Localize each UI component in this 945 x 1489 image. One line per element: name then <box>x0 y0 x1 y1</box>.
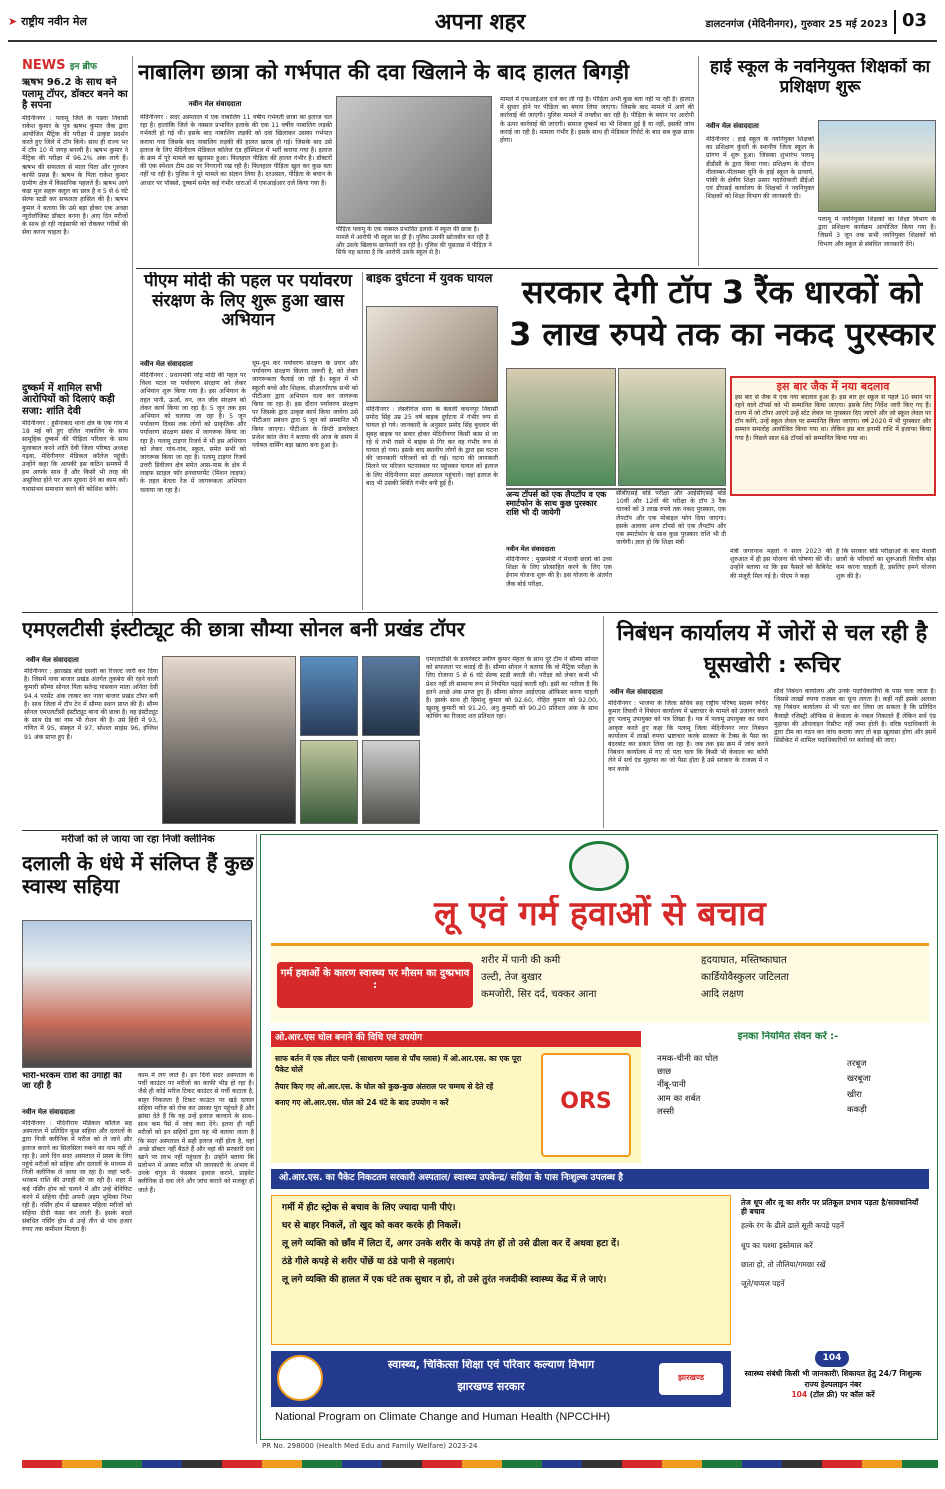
registry-body-1: मेदिनीनगर : भाजपा के जिला सचिव सह राष्ट्रीय परिषद सदस्य रूचिर कुमार तिवारी ने निबंधन कार्यालय में भ्रष्टाचार के मामले को उजागर करते हुए पलामू उपायुक्त को पत्र लिखा है। पत्र में पलामू उपायुक्त का ध्यान आकृष्ट करते हुए कहा कि पलामू जिला मेदिनीनगर नगर निबंधन कार्यालय में लाखों रुपया भ्रष्टाचार करके सरकार के टैक्स के पैसा का बंदरबांट कर डकार लिया जा रहा है। जब तक इस क्रम में जांच करने निबंधन कार्यालय में गए तो पता चला कि किसी भी केवाला का कॉपी लेने में सर्च एंड मुहाफा का जो पैसा होता है उसे सरकार के राजस्व में न कर करके <box>608 700 768 773</box>
helpline-suffix: (टॉल फ्री) पर कॉल करें <box>809 1390 875 1399</box>
soumya-body-1: मेदिनीनगर : झारखंड बोर्ड दसवीं का रिजल्ट जारी कर दिया है। जिसमें नावा बाजार प्रखंड अंतर्गत तुकबेरा की रहने वाली कुमारी सौम्या सोनल पिता सतेन्द्र पासवान माता अनिता देवी 94.4 परसेंट अंक लाकर कर नावा बाजार प्रखंड टॉपर बनी है। साथ जिला में टॉप टेन में सौम्या स्थान प्राप्त की है। सौम्य सोनल एमएलटीसी इंस्टीट्यूट बाना की छात्रा है। वह इंस्टीट्यूट के साथ ग्रेड का नाम भी रोशन की है। उसे हिंदी में 93, गणित में 95, संस्कृत में 97, सोशल साइंस 96, इंग्लिश 91 अंक प्राप्त हुए हैं। <box>24 668 158 741</box>
news-brief <box>22 58 128 608</box>
heatwave-ad <box>260 834 938 1440</box>
accident-headline: बाइक दुर्घटना में युवक घायल <box>366 272 493 285</box>
intake-item: ककड़ी <box>847 1104 867 1115</box>
brief-headline-1: ऋषभ 96.2 के साथ बने पलामू टॉपर, डॉक्टर बनने का है सपना <box>22 77 128 111</box>
helpline-box <box>737 1351 929 1407</box>
registry-headline: निबंधन कार्यालय में जोरों से चल रही है घूसखोरी : रूचिर <box>616 621 928 678</box>
brief-headline-2: दुष्कर्म में शामिल सभी आरोपियों को दिलाएं कड़ी सजा: शांति देवी <box>22 382 115 417</box>
jharkhand-emblem-icon <box>569 841 629 891</box>
section-rule <box>22 612 938 613</box>
clinic-subheadline: भारी-भरकम राशि की उगाही की जा रही है <box>22 1072 122 1091</box>
ad-program: National Program on Climate Change and Human Health (NPCCHH) <box>275 1411 611 1423</box>
intake-item: नींबू-पानी <box>657 1080 686 1091</box>
soumya-body-2: एमएलटीसी के डायरेक्टर प्रवीण कुमार मेहता के साथ पूरे टीम ने सौम्या सोनल को सफलता पर बधाई दी है। सौम्या सोनल ने बताया कि वो मैट्रिक परीक्षा के लिए रोजाना 5 से 6 घंटे सेल्फ स्टडी करती थी। परीक्षा को लेकर कभी भी प्रेशर नहीं ली सामान्य रूप से नियमित पढ़ाई करती रही। इसी का नतीजा है कि इतने अच्छे अंक प्राप्त हुए हैं। सौम्या सोनल आईएएस ऑफिसर बनना चाहती है। इसके साथ ही हिमांशु कुमार को 92.60, रोहित कुमार को 92.00, खुशबू कुमारी को 91.20, अनु कुमारी को 90.20 प्रतिशत अंक के साथ कोचिंग का रिजल्ट शत प्रतिशत रहा। <box>426 656 598 721</box>
modi-body-1: मेदिनीनगर : प्रधानमंत्री नरेंद्र मोदी की पहल पर विश्व पटल पर पर्यावरण संरक्षण को लेकर अभियान शुरू किया गया है। इस अभियान के तहत पानी, ऊर्जा, वन, जन जीव संरक्षण को लेकर कार्य किया जा रहा है। 5 जून तक इस अभियान को चलाया जा रहा है। 5 जून पर्यावरण दिवस तक लोगों को प्राकृतिक और पर्यावरण संरक्षण संबंध में जागरूक किया जा रहा है। पलामू टाइगर रिजर्व में भी इस अभियान को लेकर गांव-गांव, स्कूल, समेत सभी को जागरूक किया जा रहा है। पलामू टाइगर रिजर्व उत्तरी डिवीजन क्षेत्र समेत आस-पास के क्षेत्र में लाइफ स्टाइल फॉर इनवायरमेंट (मिशन लाइफ) के तहत बेतला रेंज में जागरूकता अभियान चलाया जा रहा है। <box>140 372 246 494</box>
effect-item: कार्डियोवैस्कुलर जटिलता <box>701 972 789 983</box>
reward-byline: नवीन मेल संवाददाता <box>506 545 555 553</box>
ors-steps <box>275 1053 527 1159</box>
lead-body-2: मामले में एफआईआर दर्ज कर ली गई है। पीड़िता अभी कुछ बता नहीं पा रही है। हालात में सुधार होने पर पीड़िता का बयान लिया जाएगा। जिसके बाद मामले में आगे की कार्रवाई की जाएगी। पुलिस मामले में तफ्तीश कर रही है। पीड़िता के बयान पर आरोपी के ऊपर कार्रवाई की जाएगी। समाज दुष्कर्म का भी शिकार हुई है या नहीं, इसकी जांच कराई जा रही है। मामला गंभीर है। इसके साथ ही मेडिकल रिपोर्ट के बाद सब कुछ साफ होगा। <box>500 96 694 144</box>
brand-badge: झारखण्ड <box>659 1363 723 1395</box>
training-story <box>702 56 938 266</box>
ors-box <box>271 1031 641 1163</box>
registry-body-2: सीधे निबंधन कार्यालय और उनके पदाधिकारियों के पास चला जाता है। जिससे लाखों रुपया राजस्व का चूना लगता है। कहीं नहीं इसके अलावा यह निबंधन कार्यालय से भी पता कर लिया जा सकता है कि प्रतिदिन कैवाड़ी रजिस्ट्री ऑफिस से केवाला के नकल निकलते हैं लेकिन सर्च एंड मुहाफा की ऑनलाइन रिसीप्ट नहीं जमा होती है। वरिष्ठ पदाधिकारी के द्वारा टीम का गठन कर जांच कराया जाए तो बड़ा खुलासा होगा और इसमें सिंडीकेट में शामिल पदाधिकारियों पर कार्रवाई की जाए। <box>774 688 936 745</box>
sun-tip: छाता हो, तो तौलिया/गमछा रखें <box>741 1259 826 1269</box>
training-photo <box>818 120 936 212</box>
ad-effects-label: गर्म हवाओं के कारण स्वास्थ्य पर मौसम का दुष्प्रभाव : <box>277 962 473 1008</box>
helpline-number: 104 <box>791 1390 808 1399</box>
modi-story <box>136 272 360 610</box>
ors-notice: ओ.आर.एस. का पैकेट निकटतम सरकारी अस्पताल/ स्वास्थ्य उपकेन्द्र/ सहिया के पास निःशुल्क उपलब्ध है <box>271 1169 929 1189</box>
accident-story <box>366 272 502 610</box>
sun-tip: हल्के रंग के ढीले ढाले सूती कपड़े पहनें <box>741 1221 845 1231</box>
training-body-2: पलामू में नवनियुक्त शिक्षकों का शिक्षा विभाग के द्वारा प्रशिक्षण कार्यक्रम आयोजित किया गया है। जिसमें 3 जून तक सभी नवनियुक्त शिक्षकों को विभाग और स्कूल से संबंधित जानकारी देंगे। <box>818 216 936 248</box>
column-divider <box>603 616 604 828</box>
training-headline: हाई स्कूल के नवनियुक्त शिक्षकों का प्रशिक्षण शुरू <box>709 58 931 97</box>
reward-body-2: सीबीएसई बोर्ड परीक्षा और आईसीएसई बोर्ड 10वीं और 12वीं की परीक्षा के टॉप 3 रैंक धारकों को 3 लाख रुपये तक नकद पुरस्कार, एक लैपटॉप और एक मोबाइल फोन दिया जाएगा। इसके अलावा अन्य टॉपर्स को एक लैपटॉप और एक स्मार्टफोन के साथ कुछ पुरस्कार राशि भी दी जायेगी। ज्ञात हो कि शिक्षा मंत्री <box>616 490 726 547</box>
clinic-body-1: मेदिनीनगर : मेदिनीराय मेडिकल कॉलेज सह अस्पताल में प्रतिदिन कुछ सहिया और दलालों के द्वारा निजी क्लीनिक में मरीज को ले जाने और इलाज कराने का सिलसिला रुकने का नाम नहीं ले रहा है। आये दिन सदर अस्पताल में प्रसव के लिए पहुंचे मरीजों को सहिया और दलालों के माध्यम से निजी क्लीनिक ले जाया जा रहा है। जहां भारी-भरकम राशि की उगाही की जा रही है। शहर में कई नर्सिंग होम को चलाने में और उन्हें बेनिफिट करने में सहिया दीदी अपनी अहम भूमिका निभा रही हैं। नर्सिंग होम में खासकर महिला मरीजों को सहिया दीदी फंसा कर लाती हैं। इसके बदले संबंधित नर्सिंग होम से उन्हें तीन से पांच हजार रुपए तक कमीशन मिलता है। <box>22 1120 132 1234</box>
jac-box <box>730 376 936 496</box>
intake-item: तरबूज <box>847 1059 867 1069</box>
section-rule <box>136 268 938 269</box>
dept-band <box>271 1351 731 1407</box>
ad-effects-col1 <box>481 952 691 1022</box>
training-body-1: मेदिनीनगर : हाई स्कूल के नवनियुक्त शिक्षकों का प्रशिक्षण कुंदरी के स्थानीय जिला स्कूल के प्रांगण में शुरू हुआ। जिसका शुभारंभ पलामू डीडीसी के द्वारा किया गया। प्रशिक्षण के दौरान नीलाम्बर-पीताम्बर यूनि के हाई स्कूल के प्राचार्य, पांकी के क्षेत्रीय शिक्षा प्रसार पदाधिकारी डीईओ एवं डीएसई कार्यालय के शिक्षकों ने नवनियुक्त शिक्षकों को शिक्षा विभाग की जानकारी दी। <box>706 136 814 201</box>
accident-body: मेदिनीनगर : लेस्लीगंज थाना के केवली कचनपुर निवासी प्रमोद सिंह उम्र 25 वर्ष बाइक दुर्घटना में गंभीर रूप से घायल हो गये। जानकारी के अनुसार प्रमोद सिंह बुधवार की सुबह बाइक पर सवार होकर मेदिनीनगर किसी काम से जा रहे थे तभी रास्ते में बाइक से गिर कर वह गंभीर रूप से घायल हो गया। इसके बाद स्थानीय लोगों के द्वारा इस घटना की जानकारी परिजनों को दी गई। घटना की जानकारी मिलने पर परिजन घटनास्थल पर पहुंचकर घायल को इलाज के लिए मेदिनीनगर सदर अस्पताल पहुंचाये। जहां इलाज के बाद भी उसकी स्थिति गंभीर बनी हुई है। <box>366 406 498 487</box>
reward-photo-1 <box>506 368 616 486</box>
helpline-line <box>737 1390 929 1401</box>
tip-item: लू लगे व्यक्ति की हालत में एक घंटे तक सुधार न हो, तो उसे तुरंत नजदीकी स्वास्थ्य केंद्र में ले जाएं। <box>282 1275 607 1286</box>
ors-step: साफ बर्तन में एक लीटर पानी (साधारण ग्लास से पाँच ग्लास) में ओ.आर.एस. का एक पूरा पैकेट घोलें <box>275 1054 522 1075</box>
news-brief-tag: NEWS इन ब्रीफ <box>22 58 97 73</box>
effect-item: आदि लक्षण <box>701 989 744 1000</box>
clinic-story <box>22 834 254 1444</box>
intake-col2 <box>847 1057 927 1159</box>
ors-step: बनाए गए ओ.आर.एस. घोल को 24 घंटे के बाद उपयोग न करें <box>275 1097 449 1107</box>
ad-effects-col2 <box>701 952 921 1022</box>
ad-effects-band <box>271 943 929 1023</box>
sun-tip: जूते/चप्पल पहनें <box>741 1279 785 1288</box>
masthead-rule <box>8 40 937 42</box>
soumya-story <box>22 616 600 828</box>
reward-subheadline: अन्य टॉपर्स को एक लैपटॉप व एक स्मार्टफोन के साथ कुछ पुरस्कार राशि भी दी जायेगी <box>506 490 607 518</box>
effect-item: कमजोरी, सिर दर्द, चक्कर आना <box>481 989 597 1000</box>
effect-item: शरीर में पानी की कमी <box>481 955 561 966</box>
soumya-headline: एमएलटीसी इंस्टीट्यूट की छात्रा सौम्या सोनल बनी प्रखंड टॉपर <box>22 618 465 641</box>
dept-name: स्वास्थ्य, चिकित्सा शिक्षा एवं परिवार कल्याण विभाग <box>387 1359 595 1371</box>
column-divider <box>698 56 699 266</box>
intake-title: इनका नियमित सेवन करें :- <box>737 1031 839 1042</box>
pr-number: PR No. 298000 (Health Med Edu and Family Welfare) 2023-24 <box>262 1442 478 1450</box>
brand-logo <box>8 14 118 34</box>
reward-body-1: मेदिनीनगर : मुख्यमंत्री ने मेधावी छात्रों को उच्च शिक्षा के लिए प्रोत्साहित करने के लिए एक ईनाम योजना शुरू की है। इस योजना के अंतर्गत जैक बोर्ड परीक्षा, <box>506 556 612 588</box>
accident-photo <box>366 306 498 402</box>
masthead <box>0 0 945 44</box>
reward-photo-2 <box>618 368 726 486</box>
reward-story <box>506 272 938 610</box>
intake-box <box>647 1031 929 1163</box>
clinic-byline: नवीन मेल संवाददाता <box>22 1108 75 1116</box>
clinic-photo <box>22 920 252 1068</box>
clinic-headline: दलाली के धंधे में संलिप्त हैं कुछ स्वास्थ सहिया <box>22 852 254 898</box>
helpline-phone-icon: 104 <box>815 1351 849 1367</box>
tip-item: गर्मी में हीट स्ट्रोक से बचाव के लिए ज्यादा पानी पीएं। <box>282 1203 456 1213</box>
column-divider <box>256 834 257 1444</box>
registry-byline: नवीन मेल संवाददाता <box>610 688 663 696</box>
reward-body-3: मंत्री जगरनाथ महतो ने साल 2023 की शुरुआत में ही इस योजना की घोषणा की थी। उन्होंने बताया था कि इस फैसले को कैबिनेट की मंजूरी मिल गई है। पीएम ने कहा <box>730 548 832 580</box>
topper-photo-2 <box>362 656 420 736</box>
section-title: अपना शहर <box>434 10 526 35</box>
topper-photo-1 <box>300 656 358 736</box>
sun-tip: धूप का चश्मा इस्तेमाल करें <box>741 1240 813 1250</box>
nhm-logo-icon <box>277 1355 323 1401</box>
intake-item: खरबूजा <box>847 1074 871 1085</box>
page-number: 03 <box>894 10 934 34</box>
clinic-body-2: काम में लग जाते हैं। इन दिनों सदर अस्पताल के पर्ची काउंटर पर मरीजों का काफी भीड़ हो रहा है। जैसे ही कोई मरीज टिकट काउंटर से पर्ची कटाता है, बाहर निकलता है टिकट काउंटर पर खड़े दलाल सहिया मरीज को रोक कर उसका पूरा पहुंचते हैं और झांसा देते हैं कि वह उन्हें इलाज करवाने के साथ-साथ कम पैसे में जांच करा देंगे। इतना ही नहीं मरीजों को इन सहियों द्वारा यह भी बताया जाता है कि सदर अस्पताल में सही इलाज नहीं होता है, वहां अच्छे डॉक्टर नहीं बैठते हैं और वहां की सरकारी दवा खाने पर लाभ नहीं पहुंचता है। उन्होंने बताया कि प्रलोभन में आकर मरीज भी जानकारी के अभाव में उनके चंगुल में फंसकर इलाज कराने, प्राइवेट क्लीनिक से दवा लेने और जांच कराने को मजबूर हो जाते हैं। <box>138 1072 254 1194</box>
ad-headline: लू एवं गर्म हवाओं से बचाव <box>434 895 766 934</box>
intake-item: लस्सी <box>657 1106 675 1117</box>
lead-photo <box>336 96 492 224</box>
reward-headline: सरकार देगी टॉप 3 रैंक धारकों को 3 लाख रुपये तक का नकद पुरस्कार <box>509 273 935 353</box>
clinic-kicker: मरीजों को ले जाया जा रहा निजी क्लीनिक <box>61 834 215 845</box>
intake-item: नमक-चीनी का घोल <box>657 1054 719 1064</box>
footer-color-bar <box>22 1460 938 1468</box>
section-rule <box>22 830 938 831</box>
column-divider <box>132 56 133 616</box>
lead-headline: नाबालिग छात्रा को गर्भपात की दवा खिलाने के बाद हालत बिगड़ी <box>138 60 630 84</box>
tips-box <box>271 1195 731 1345</box>
intake-item: खीरा <box>847 1089 862 1100</box>
modi-body-2: धूम-धूम कर पर्यावरण संरक्षण के प्रचार और पर्यावरण संरक्षण कितना जरूरी है, को लेकर जागरूकता फैलाई जा रही है। स्कूल में भी स्कूली बच्चे और शिक्षक, सीआरपीएफ सभी को पीटीआर द्वारा अभियान चला कर जागरूक किया जा रहा है। इस दौरान पर्यावरण संरक्षण पर जिसके द्वारा उत्कृष्ट कार्य किया जायेगा उसे पीटीआर प्रबंधन द्वारा 5 जून को सम्मानित भी किया जाएगा। पीटीआर के डिप्टी डायरेक्टर प्रजेश कांत जेना ने बताया की आज के समय में ग्लोबल वार्मिंग बड़ा खतरा बना हुआ है। <box>252 360 358 449</box>
jac-box-title: इस बार जैक में नया बदलाव <box>776 380 890 393</box>
jac-box-body: इस बार से जैक में एक नया बदलाव हुआ है। इस बार हर स्कूल से पहले 10 स्थान पर रहने वाले टॉपर्स को भी सम्मानित किया जाएगा। इसके लिए निर्देश जारी किए गए हैं। राज्य में जो टॉपर आएंगे उन्हें स्टेट लेवल पर पुरस्कार दिए जाएंगे और जो स्कूल लेवल पर टॉप करेंगे, उन्हें स्कूल लेवल पर सम्मानित किया जाएगा। वर्ष 2020 में भी पुरस्कार और सम्मान समारोह आयोजित किया गया था। लेकिन इस बार इनामी राशि में इजाफा किया गया है। पिछले साल 68 टॉपर्स को सम्मानित किया गया था। <box>735 393 931 442</box>
lead-story <box>136 56 696 266</box>
bird-icon: ➤ <box>8 15 18 28</box>
ors-packet-label: ORS <box>560 1089 612 1114</box>
ors-step: तैयार किए गए ओ.आर.एस. के घोल को कुछ-कुछ अंतराल पर चम्मच से देते रहें <box>275 1081 494 1091</box>
modi-byline: नवीन मेल संवाददाता <box>140 360 193 368</box>
brief-body-1: मेदिनीनगर : पलामू जिले के पड़वा निवासी राकेश कुमार के पुत्र ऋषभ कुमार जैक द्वारा आयोजित मैट्रिक की परीक्षा में उत्कृष्ट प्रदर्शन करते हुए जिले में टॉप किये। साथ ही राज्य भर में टॉप 10 में जगह बनायी है। ऋषभ कुमार ने मैट्रिक की परीक्षा में 96.2% अंक लाये हैं। ऋषभ की सफलता से माता पिता और गुरुजन काफी प्रसन्न हैं। ऋषभ के पिता राकेश कुमार ग्रामीण क्षेत्र में किसानिक पहलते हैं। ऋषभ आगे कड़ा मूल सहरू क्लूल का छात्र है व 5 से 6 घंटे सेल्फ स्टडी कर सफलता हासिल की है। ऋषभ कुमार ने बताया कि उसे बड़ा होकर एक अच्छा न्यूरोलॉजिस्ट डॉक्टर बनना है। आए दिन मरीजों के साथ हो रही नाइंसाफी को रोककर गरीबों की सेवा करना चाहता है। <box>22 114 128 237</box>
modi-headline: पीएम मोदी की पहल पर पर्यावरण संरक्षण के लिए शुरू हुआ खास अभियान <box>143 272 353 331</box>
lead-caption: पीड़िता पलामू के एक नक्सल प्रभावित इलाके में स्कूल की छात्रा है। मामले में आरोपी भी स्कूल का ही है। पुलिस उसकी खोजबीन कर रही है और उसके खिलाफ छापेमारी कर रही है। पुलिस की पूछताछ में पीड़िता ने सिर्फ यह बताया है कि आरोपी उसके स्कूल से है। <box>336 226 492 257</box>
effect-item: उल्टी, तेज बुखार <box>481 972 542 983</box>
brand-name: राष्ट्रीय नवीन मेल <box>21 15 87 28</box>
tip-item: ठंडे गीले कपड़े से शरीर पोंछें या ठंडे पानी से नहलाएं। <box>282 1257 455 1268</box>
column-divider <box>362 272 363 610</box>
intake-item: छाछ <box>657 1067 672 1078</box>
tip-item: घर से बाहर निकलें, तो खुद को कवर करके ही निकलें। <box>282 1221 461 1232</box>
helpline-text: स्वास्थ्य संबंधी किसी भी जानकारी\ शिकायत हेतु 24/7 निःशुल्क राज्य हेल्पलाइन नंबर <box>744 1369 922 1389</box>
ors-packet-icon <box>541 1053 631 1157</box>
effect-item: हृदयाघात, मस्तिष्काघात <box>701 955 787 966</box>
govt-name: झारखण्ड सरकार <box>457 1381 525 1393</box>
topper-photo-4 <box>362 740 420 824</box>
sun-tips-title: तेज धूप और लू का शरीर पर प्रतिकूल प्रभाव पड़ता है/सावधानियाँ ही बचाव <box>741 1198 919 1216</box>
ors-title: ओ.आर.एस घोल बनाने की विधि एवं उपयोग <box>271 1031 641 1047</box>
topper-photo-3 <box>300 740 358 824</box>
registry-story <box>606 616 938 828</box>
intake-col1 <box>657 1053 817 1159</box>
training-byline: नवीन मेल संवाददाता <box>706 122 759 130</box>
dateline: डालटनगंज (मेदिनीनगर), गुरुवार 25 मई 2023 <box>705 19 888 30</box>
lead-body-1: मेदिनीनगर : सदर अस्पताल में एक नाबालिग 11 वर्षीय गर्भवती छात्रा का इलाज चल रहा है। हालांकि जिले के नक्सल प्रभावित इलाके की एक 11 वर्षीय नाबालिग लड़की गर्भवती हो गई थी। इसके बाद नाबालिग लड़की को दवा खिलाकर उसका गर्भपात कराया गया जिसके बाद नाबालिग लड़की की हालत खराब हो गई। जिसके बाद उसे इलाज के लिए मेदिनीराय मेडिकल कॉलेज एंड हॉस्पिटल में भर्ती कराया गया है। इलाज के क्रम में पूरे मामले का खुलासा हुआ। फिलहाल पीड़िता की हालत गंभीर है। डॉक्टरों की एक स्पेशल टीम उस पर निगरानी रख रही है। फिलहाल पीड़िता खुल कर कुछ बता नहीं पा रही है। पुलिस ने पूरे मामले का संज्ञान लिया है। दरअसल, पीड़िता के बयान के आधार पर पॉक्सो, दुष्कर्म समेत कई गंभीर धाराओं में एफआईआर दर्ज किया गया है। <box>140 114 332 187</box>
intake-item: आम का शर्बत <box>657 1093 701 1104</box>
reward-body-4: है कि सरकार बोर्ड परीक्षाओं के बाद मेधावी छात्रों के परिवारों का शुरूआती वित्तीय बोझ कम करना चाहती है, इसलिए हमने योजना शुरू की है। <box>836 548 936 580</box>
sun-tips-box <box>737 1195 929 1345</box>
soumya-byline: नवीन मेल संवाददाता <box>26 656 79 664</box>
soumya-photo <box>162 656 296 824</box>
brief-body-2: मेदिनीनगर : हुसैनाबाद थाना क्षेत्र के एक गांव में 18 मई को हुए दलित नाबालिग के साथ सामूहिक दुष्कर्म की पीड़िता परिवार के साथ मुलाकात करने शांति देवी जिला परिषद अध्यक्ष गढ़वा, मेदिनीनगर मेडिकल कॉलेज पहुंची। उन्होंने कहा कि आपकी इस कठिन समयमें मैं हम आपके साथ हैं और किसी भी तरह की असुविधा होने पर आप सूचना देने का काम करें। यथासंभव समाधान करने की कोशिश करेंगे। <box>22 420 128 493</box>
tip-item: लू लगे व्यक्ति को छाँव में लिटा दें, अगर उनके शरीर के कपड़े तंग हों तो उसे ढीला कर दें अथवा हटा दें। <box>282 1239 620 1250</box>
lead-byline: नवीन मेल संवाददाता <box>188 100 242 108</box>
